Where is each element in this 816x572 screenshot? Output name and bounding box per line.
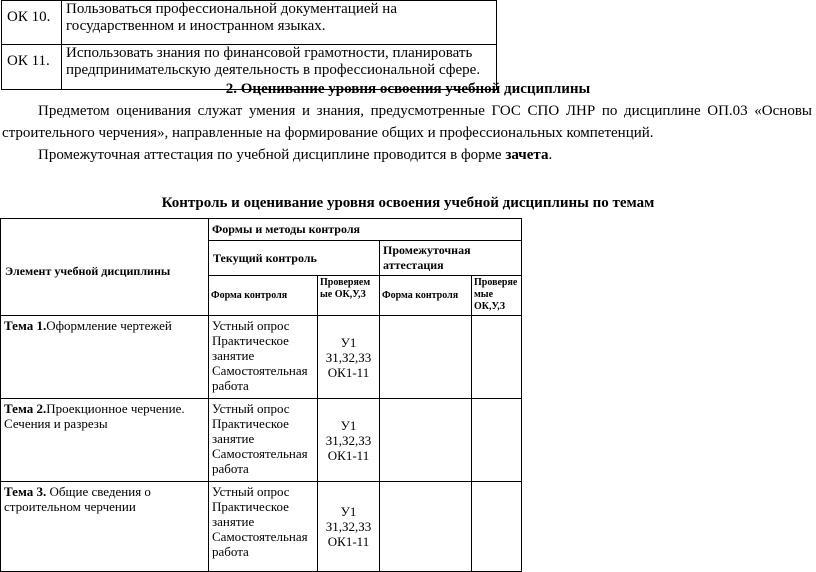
assessment-table [0,218,522,572]
form-item: Практическое занятие [212,499,289,529]
empty-cell [380,482,472,572]
topic-cell [1,482,209,572]
checked-item: З1,З2,З3 [325,349,372,365]
topic-name: Оформление чертежей [46,318,172,333]
checked-cell [318,482,380,572]
form-item: Самостоятельная работа [212,529,308,559]
checked-item: ОК1-11 [327,447,370,463]
form-item: Устный опрос [212,401,290,416]
forms-cell [209,399,318,482]
checked-item: З1,З2,З3 [325,432,372,448]
topic-number: Тема 1. [4,318,47,333]
topic-number: Тема 2. [4,401,47,416]
header-forms: Формы и методы контроля [209,219,522,241]
form-item: Самостоятельная работа [212,363,308,393]
header-element: Элемент учебной дисциплины [1,219,209,316]
empty-cell [380,316,472,399]
checked-item: У1 [340,417,357,433]
form-item: Практическое занятие [212,333,289,363]
forms-cell [209,316,318,399]
topic-cell [1,316,209,399]
checked-item: ОК1-11 [327,534,370,549]
form-item: Устный опрос [212,318,290,333]
topic-number: Тема 3. [4,484,47,499]
topic-name: Общие сведения о строительном черчении [4,484,151,514]
ok-code: ОК 10. [2,1,62,45]
checked-item: ОК1-11 [327,364,370,380]
header-form-control-2: Форма контроля [380,276,472,316]
form-item: Практическое занятие [212,416,289,446]
ok-row [2,1,497,45]
form-item: Устный опрос [212,484,290,499]
header-checked: Проверяем ые ОК,У,З [318,276,380,316]
checked-item: З1,З2,З3 [325,519,372,534]
ok-code: ОК 11. [2,45,62,90]
ok-text: Использовать знания по финансовой грамотности, планировать предпринимательскую деятельность в профессиональной сфере. [62,45,497,90]
ok-text: Пользоваться профессиональной документацией на государственном и иностранном языках. [62,1,497,45]
checked-cell [318,316,380,399]
empty-cell [472,399,522,482]
header-current: Текущий контроль [209,241,380,276]
table-title: Контроль и оценивание уровня освоения учебной дисциплины по темам [161,195,655,211]
checked-cell [318,399,380,482]
paragraph-subject: Предметом оценивания служат умения и знания, предусмотренные ГОС СПО ЛНР по дисциплине ОП.03 «Основы строительного черчения», направленные на формирование общих и профессиональных компетенций. [2,103,812,141]
table-row [1,316,522,399]
paragraph-attestation [2,144,812,166]
table-row [1,399,522,482]
checked-item: У1 [340,504,357,519]
header-checked-2: Проверяе мые ОК,У,З [472,276,522,316]
table-row [1,482,522,572]
empty-cell [472,482,522,572]
ok-table [1,0,497,90]
header-intermediate: Промежуточная аттестация [380,241,522,276]
topic-cell [1,399,209,482]
attestation-form: зачета [505,147,549,163]
section-title: 2. Оценивание уровня освоения учебной дисциплины [225,81,591,97]
paragraph-attestation-text: Промежуточная аттестация по учебной дисциплине проводится в форме [38,147,506,163]
header-form-control: Форма контроля [209,276,318,316]
topic-name: Проекционное черчение. Сечения и разрезы [4,401,185,431]
form-item: Самостоятельная работа [212,446,308,476]
empty-cell [472,316,522,399]
checked-item: У1 [340,334,357,350]
empty-cell [380,399,472,482]
table-header-row [1,219,522,241]
paragraph-attestation-end: . [548,147,553,163]
forms-cell [209,482,318,572]
